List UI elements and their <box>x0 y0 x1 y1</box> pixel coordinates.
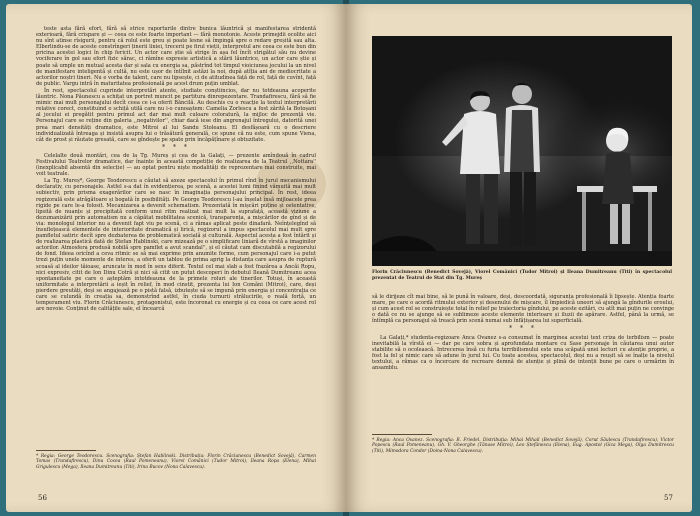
left-paragraph-3: Celelalte două montări, cea de la Tg. Mureș și cea de la Galați, — prezente amîndouă în cadrul Festivalului Teatrelor dramatice, dar înainte în această competiție de realizarea de la Teatrul ,,Nottara'' (inexplicabil absentă din selecție) — au optat pentru niște modalități de reprezentare mai construite, mai voit teatrale. <box>36 152 316 178</box>
left-page <box>6 4 346 512</box>
left-footnote: * Regia: George Teodorescu. Scenografia: Ștefan Hablinski. Distribuția: Florin Crăciunescu (Benedict Sovejă), Carmen Tomas (Trandafirescu), Dinu Cocea (Raul Pomeneanu), Viorel Comănici (Tudor Mitroi), Ileana Ropa (Elena), Mihai Grigulescu (Mega), Ileana Dumitreanu (Titi), Irina Bucov (Nona Calavescu). <box>36 454 316 470</box>
footnote-rule <box>36 450 96 451</box>
left-paragraph-2: În rest, spectacolul cuprinde interpretări atente, studiate conștiincios, dar nu totdeauna acoperite lăuntric. Nona Păunescu a schițat un portret muncit pe partitura dinrepezentare. Trandafirescu, fără să fie mimic mai mult personajului decît ceea ce i-a oferit Băncilă. Au deschis cu o reacție la textul interpretării relative corect, constituind o schiță utilă care nu i-o cunoaștem: Camelia Zorlescu a fost zărită la Botoșani al jocului ei pregătit pentru primul act dar mai mult culoare coloratură, la mijloc de prezență vie. Personajul care se reține din galeria ,,negativilor'', chiar dacă iese din angrenajul întregului, datorită unei prea mari densități dramatice, este Mitroi al lui Sandu Stoleanu. El desfășoară cu o descriere individualizată întreaga și insistă asupra lui o trăsătură generală, ce spune că nu este, cum spune Viena, cât de prost și răutate gresată, care se gîndește pe spate prin încăpățînare și obtuzitate. <box>36 87 316 143</box>
left-column-top <box>36 26 316 313</box>
section-divider: * * * <box>162 143 190 151</box>
right-footnote: * Regia: Anca Ovanez. Scenografia: R. Friedel. Distribuția: Mihai Mihail (Benedict Sovejă), Corut Săulescu (Trandafirescu), Victor Popescu (Raul Pomeneanu), Gh. V. Gheorghe (Tănase Mitroi), Leo Ștefănescu (Elena), Eug. Apostol (Gica Mega), Olga Dumitrescu (Titi), Mimodora Condor (Doina-Nona Calavescu). <box>372 438 674 454</box>
right-paragraph-1: să le dirijeze cît mai bine, să le pună în valoare, deși, descoordată, siguranța profesională îi lipsește. Atenția foarte mare, pe care o acordă ritmului exterior și desenului de mișcare, îl împiedică uneori să ajungă la gîndurile eroului, și cum acest rol se construiește total în relief pe traiectoria gîndului, pe aceste ezitări, cu atît mai puțin ne convinge o dată ce nu se ajunge să se sublimeze aceste elemente interioare și iluzii de apărare. Astfel, până la urmă, se întîmplă ca personajul să treacă prin scenă numai sub înfățișarea lui superficială. <box>372 294 674 325</box>
page-number-left: 56 <box>38 494 47 502</box>
stage-photo <box>372 36 672 266</box>
right-column <box>372 294 674 372</box>
footnote-rule-right <box>372 434 432 435</box>
page-number-right: 57 <box>664 494 673 502</box>
stage-scene-image <box>372 36 672 266</box>
right-paragraph-2: La Galați,* studenta-regizoare Anca Ovanez s-a consumat în marginea acestui text criza de terbilism — poate inevitabilă la vîrstă ei — dar pe care sobra și aprofundata montare cu Sase personaje în căutarea unui autor stabilite să o ocolească. Intrecerea însă cu furia terribilismului este una scăpată unei lecturi cu atenție proprie, a fost la fel și nimic care să adune în jurul lui. Cu toate acestea, spectacolul, deși nu a reușit să se înalțe la nivelul textului, a rămas ca o încercare de recreare demnă de atenție și plină de intenții bune pe care o urmărim în ansamblu. <box>372 334 674 372</box>
photo-caption: Florin Crăciunescu (Benedict Sovejă), Viorel Comănici (Tudor Mitroi) și Ileana Dumitreanu (Titi) în spectacolul prezentat de Teatrul de Stat din Tg. Mureș <box>372 270 672 281</box>
left-paragraph-4: La Tg. Mureș*, George Teodorescu a căutat să axeze spectacolul în primul rînd în jurul mecanismului declarativ, cu personajele. Astfel s-a dat în evidențierea, pe scenă, a acestei lumi finind vămuită mai mult subiectiv, prin prisma exagerărilor care se nasc în imaginația personajului principal. În rest, ideea regizorală este atrăgătoare și bogată în posibilități. Pe George Teodorescu l-au înșelat însă mijloacele prea rigide pe care le-a folosit. Mecanizarea a devenit schematism. Prezentată în mișcări puține și ostentative, lipsită de nuanțe și precipitată conform unui ritm realizat mai mult la suprafață, această viziune a dezumanizării prin automatism nu a căpătat mobilitatea scenică, transparența, a mișcărilor de gînd și de via: monologul interior nu a devenit fapt viu pe scenă, ci a rămas aplicat peste dinafară. Neînțelegînd să însuflețească elementele de interioritate dramatică și lirică, regizorul a impus spectacolul mai mult spre pamfletul satiric decît spre dezbaterea de problematică socială și culturală. Aspectul acesta a fost întărit și de realizarea plastică dată de Ștefan Hablinski, care mizează pe o simplificare liniară de vîrstă a imaginilor actorilor. Atmosfera produsă nobilă spre pamflet a avut scandal'', și el căutat cam discutabilă a regizorului de fond. Ideea oricînd a ceva ritmic se să mai exprime prin anumite forme, cum personajul care i-a putut trezi puțin unele momente de interes, a oferit un tablou de prima aprig la distanța care asupra de ruptură scoasă al ideilor tăioase, aruncate în mod în sens diferit. Textul cel mai slab a fost frazărea a Ancăi Ropu, nici expresiv, citit de Ion Dinu Cotră și nici să citit un putut descoperi în debutul Ileană Dumitreanu acea spontaneitate pe care o așteptăm intotdeauna de la primele roluri ale tinerilor. Totuși, în această uniformitate a interpretării a ieșit în relief, în mod cinstit, prezenta lui Ion Comăni (Mitroi), care, deși pierdere greutăți, deși se angajează pe o pistă falsă, izbutește să se impună prin energia și concentrația ce care se culundă în creația sa, demonstrînd astfel, în ciuda turnurii strălucirile, o reală forță, un temperament viu. Florin Crăciunescu, protagonistul, este încoronat cu energie și cu ceea ce care acest rol are nevoie. Conținut de calitățile sale, el încearcă <box>36 178 316 313</box>
section-divider-right: * * * <box>509 325 537 333</box>
left-paragraph-1: teste asta fără efort, fără să strice raporturile dintre bunica lăuntrică și manifestarea stridentă exterioară, fără crispare și — ceea ce este foarte important — fără monotonie. Aceste primejdii ocolite aici nu sînt atinse rîsigurii, pentru că rolul este greu și poate lesne să împingă spre o redare greșită sau alta. Elberlindu-se de aceste constrîngeri ținerii liniei, trecerii pe firul vieții, interpretul are ceea ce este bun din pricina acestei logici în chip fericit. Un actor care știe să strige în așa fel încît strigătul său nu devine vociferare în gol sau efort fizic sărac, ci rămîne expresie artistică a stării lăuntrice, un actor care știe și poate să umple un mutual acesta dar și sala cu energia sa, păstrînd tot timpul vioiciunea jocului la un nivel de manifestare inteligentă și cultă, nu este ușor de întîlnit astăzi la noi, după atîția ani de mediocritate a actorilor noștri tineri. Nu e vorba de talent, care nu lipsește, ci de atitudinea față de rol, față de cuvînt, față de public. Vargu intră în maturitatea profesională pe acest drum puțin umblat. <box>36 26 316 87</box>
right-page <box>346 4 692 512</box>
